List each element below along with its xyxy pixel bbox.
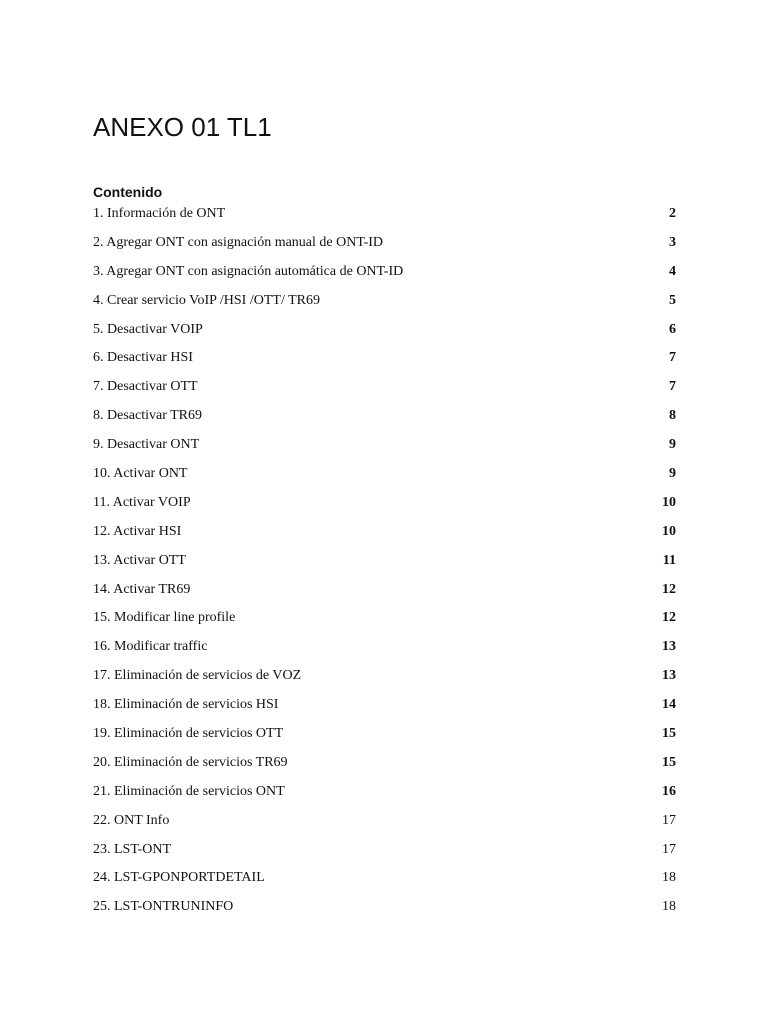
toc-entry[interactable]	[93, 547, 676, 576]
toc-entry[interactable]	[93, 344, 676, 373]
toc-entry-page: 4	[669, 263, 676, 279]
toc-entry-label: 15. Modificar line profile	[93, 610, 236, 626]
toc-entry[interactable]	[93, 518, 676, 547]
toc-entry-page: 14	[662, 697, 676, 713]
toc-entry[interactable]	[93, 662, 676, 691]
toc-entry-label: 19. Eliminación de servicios OTT	[93, 726, 284, 742]
toc-entry-page: 7	[669, 350, 676, 366]
toc-entry-label: 20. Eliminación de servicios TR69	[93, 754, 288, 770]
toc-entry-label: 2. Agregar ONT con asignación manual de ONT-ID	[93, 234, 384, 250]
toc-entry[interactable]	[93, 576, 676, 605]
toc-entry-page: 2	[669, 206, 676, 221]
toc-entry-label: 24. LST-GPONPORTDETAIL	[93, 870, 265, 886]
toc-entry-label: 1. Información de ONT	[93, 206, 226, 221]
toc-entry[interactable]	[93, 604, 676, 633]
toc-entry-label: 6. Desactivar HSI	[93, 350, 193, 366]
toc-entry-label: 22. ONT Info	[93, 812, 170, 828]
toc-entry-page: 17	[662, 841, 676, 857]
toc-entry-label: 13. Activar OTT	[93, 552, 186, 568]
toc-entry[interactable]	[93, 633, 676, 662]
toc-entry-label: 16. Modificar traffic	[93, 639, 208, 655]
toc-entry-page: 12	[662, 581, 676, 597]
document-title: ANEXO 01 TL1	[93, 112, 272, 142]
toc-entry-label: 21. Eliminación de servicios ONT	[93, 783, 285, 799]
toc-entry[interactable]	[93, 229, 676, 258]
toc-entry-page: 15	[662, 754, 676, 770]
toc-entry-label: 7. Desactivar OTT	[93, 379, 198, 395]
toc-entry-page: 18	[662, 870, 676, 886]
toc-entry[interactable]	[93, 200, 676, 229]
toc-entry[interactable]	[93, 431, 676, 460]
toc-entry-page: 9	[669, 437, 676, 453]
toc-entry-page: 5	[669, 292, 676, 308]
toc-entry[interactable]	[93, 489, 676, 518]
table-of-contents	[93, 200, 676, 922]
toc-entry[interactable]	[93, 316, 676, 345]
toc-entry-page: 9	[669, 466, 676, 482]
toc-heading: Contenido	[93, 184, 163, 200]
toc-entry[interactable]	[93, 287, 676, 316]
toc-entry-label: 23. LST-ONT	[93, 841, 172, 857]
toc-entry-page: 7	[669, 379, 676, 395]
toc-entry-label: 5. Desactivar VOIP	[93, 321, 203, 337]
toc-entry-page: 8	[669, 408, 676, 424]
toc-entry-label: 9. Desactivar ONT	[93, 437, 200, 453]
toc-entry-page: 18	[662, 899, 676, 915]
toc-entry[interactable]	[93, 373, 676, 402]
toc-entry-label: 3. Agregar ONT con asignación automática de ONT-ID	[93, 263, 404, 279]
toc-entry[interactable]	[93, 402, 676, 431]
toc-entry[interactable]	[93, 460, 676, 489]
toc-entry-label: 10. Activar ONT	[93, 466, 188, 482]
toc-entry-label: 14. Activar TR69	[93, 581, 191, 597]
toc-entry[interactable]	[93, 258, 676, 287]
toc-entry-page: 13	[662, 668, 676, 684]
toc-entry-label: 12. Activar HSI	[93, 523, 182, 539]
toc-entry-page: 16	[662, 783, 676, 799]
toc-entry-label: 17. Eliminación de servicios de VOZ	[93, 668, 302, 684]
toc-entry[interactable]	[93, 836, 676, 865]
toc-entry-label: 18. Eliminación de servicios HSI	[93, 697, 279, 713]
toc-entry-page: 17	[662, 812, 676, 828]
toc-entry-label: 25. LST-ONTRUNINFO	[93, 899, 234, 915]
toc-entry-page: 3	[669, 234, 676, 250]
toc-entry[interactable]	[93, 893, 676, 922]
toc-entry-page: 11	[662, 552, 676, 568]
toc-entry[interactable]	[93, 778, 676, 807]
toc-entry[interactable]	[93, 691, 676, 720]
toc-entry-page: 12	[662, 610, 676, 626]
toc-entry-label: 11. Activar VOIP	[93, 494, 191, 510]
toc-entry-page: 10	[662, 494, 676, 510]
toc-entry-label: 8. Desactivar TR69	[93, 408, 202, 424]
toc-entry-page: 6	[669, 321, 676, 337]
toc-entry[interactable]	[93, 749, 676, 778]
toc-entry[interactable]	[93, 807, 676, 836]
toc-entry-page: 13	[662, 639, 676, 655]
toc-entry[interactable]	[93, 720, 676, 749]
toc-entry-label: 4. Crear servicio VoIP /HSI /OTT/ TR69	[93, 292, 320, 308]
toc-entry[interactable]	[93, 864, 676, 893]
toc-entry-page: 10	[662, 523, 676, 539]
toc-entry-page: 15	[662, 726, 676, 742]
